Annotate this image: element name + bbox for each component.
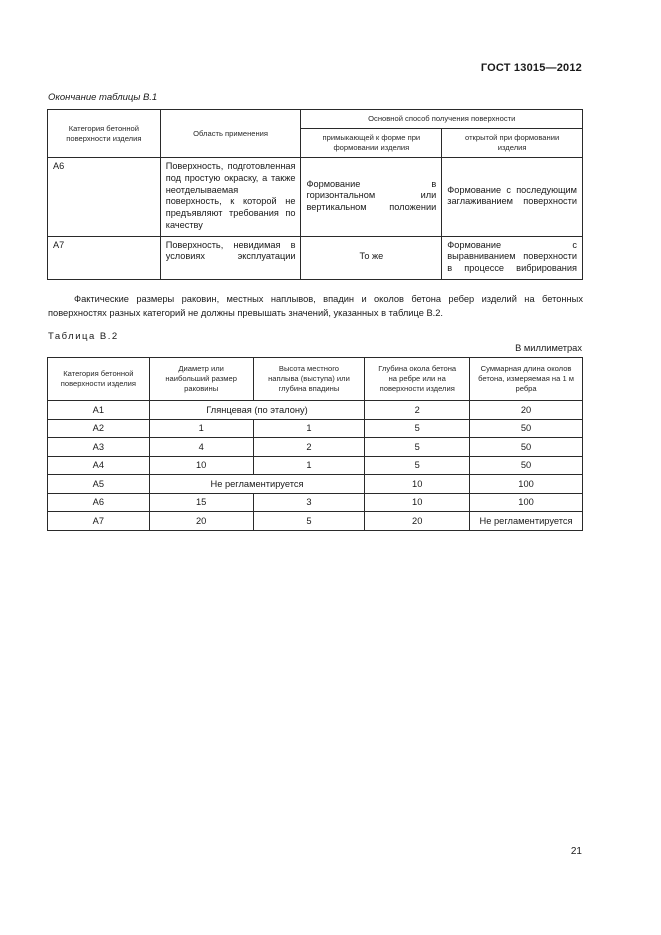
table-b2-header-category: Категория бетонной поверхности изделия — [48, 358, 150, 401]
table-cell-height: 3 — [253, 493, 365, 512]
table-cell-depth: 20 — [365, 512, 470, 531]
table-cell-diameter: 15 — [149, 493, 253, 512]
table-cell-length: 100 — [470, 493, 583, 512]
table-cell-depth: 5 — [365, 438, 470, 457]
table-b1 — [47, 109, 583, 280]
table-row — [48, 419, 583, 438]
table-cell-depth: 5 — [365, 419, 470, 438]
table-b1-header-category: Категория бетонной поверхности изделия — [48, 110, 161, 158]
table-b2 — [47, 357, 583, 531]
table-cell-category: А4 — [48, 456, 150, 475]
table-cell-adjacent: То же — [301, 236, 442, 279]
table-b1-header-adjacent: примыкающей к форме при формовании изделия — [301, 129, 442, 158]
table-row — [48, 475, 583, 494]
table-cell-depth: 10 — [365, 475, 470, 494]
table-cell-open: Формование с последующим заглаживанием поверхности — [442, 158, 583, 237]
table-cell-diameter: 4 — [149, 438, 253, 457]
table-b1-header-method: Основной способ получения поверхности — [301, 110, 583, 129]
table-cell-length: 20 — [470, 401, 583, 420]
table-cell-category: А1 — [48, 401, 150, 420]
table-cell-adjacent: Формование в горизонтальном или вертикальном положении — [301, 158, 442, 237]
table-cell-height: 1 — [253, 419, 365, 438]
table-cell-open: Формование с выравниванием поверхности в процессе вибрирования — [442, 236, 583, 279]
table-b2-caption: Таблица В.2 — [48, 331, 119, 342]
document-id: ГОСТ 13015—2012 — [480, 62, 582, 74]
body-paragraph: Фактические размеры раковин, местных наплывов, впадин и околов бетона ребер изделий на бетонных поверхностях разных категорий не должны превышать значений, указанных в таблице В.2. — [48, 294, 583, 318]
table-b2-header-diameter: Диаметр или наибольший размер раковины — [149, 358, 253, 401]
table-b2-header-length: Суммарная длина околов бетона, измеряемая на 1 м ребра — [470, 358, 583, 401]
table-b1-caption: Окончание таблицы В.1 — [48, 92, 158, 103]
table-cell-diameter: 20 — [149, 512, 253, 531]
page-number: 21 — [570, 846, 582, 857]
table-cell-category: А6 — [48, 158, 161, 237]
table-b2-header-depth: Глубина окола бетона на ребре или на поверхности изделия — [365, 358, 470, 401]
table-cell-length: 50 — [470, 456, 583, 475]
table-row — [48, 236, 583, 279]
table-b1-header-area: Область применения — [160, 110, 301, 158]
table-row — [48, 158, 583, 237]
table-cell-diameter: 1 — [149, 419, 253, 438]
table-b1-header-open: открытой при формовании изделия — [442, 129, 583, 158]
table-cell-category: А7 — [48, 512, 150, 531]
table-cell-diameter: 10 — [149, 456, 253, 475]
table-cell-category: А7 — [48, 236, 161, 279]
table-row — [48, 401, 583, 420]
table-row — [48, 456, 583, 475]
table-cell-depth: 5 — [365, 456, 470, 475]
table-cell-height: 2 — [253, 438, 365, 457]
table-b2-header-height: Высота местного наплыва (выступа) или глубина впадины — [253, 358, 365, 401]
table-cell-category: А3 — [48, 438, 150, 457]
table-row — [48, 512, 583, 531]
table-cell-category: А5 — [48, 475, 150, 494]
table-b2-units: В миллиметрах — [515, 343, 582, 353]
table-cell-merged: Не регламентируется — [149, 475, 365, 494]
table-cell-category: А6 — [48, 493, 150, 512]
table-row — [48, 438, 583, 457]
table-cell-length: Не регламентируется — [470, 512, 583, 531]
table-cell-merged: Глянцевая (по эталону) — [149, 401, 365, 420]
table-row — [48, 493, 583, 512]
table-cell-area: Поверхность, подготовленная под простую окраску, а также неотделываемая поверхность, к которой не предъявляют требования по качеству — [160, 158, 301, 237]
table-cell-length: 100 — [470, 475, 583, 494]
table-cell-length: 50 — [470, 438, 583, 457]
table-cell-height: 5 — [253, 512, 365, 531]
table-cell-height: 1 — [253, 456, 365, 475]
table-cell-area: Поверхность, невидимая в условиях эксплуатации — [160, 236, 301, 279]
table-cell-category: А2 — [48, 419, 150, 438]
table-cell-length: 50 — [470, 419, 583, 438]
table-cell-depth: 10 — [365, 493, 470, 512]
table-cell-depth: 2 — [365, 401, 470, 420]
